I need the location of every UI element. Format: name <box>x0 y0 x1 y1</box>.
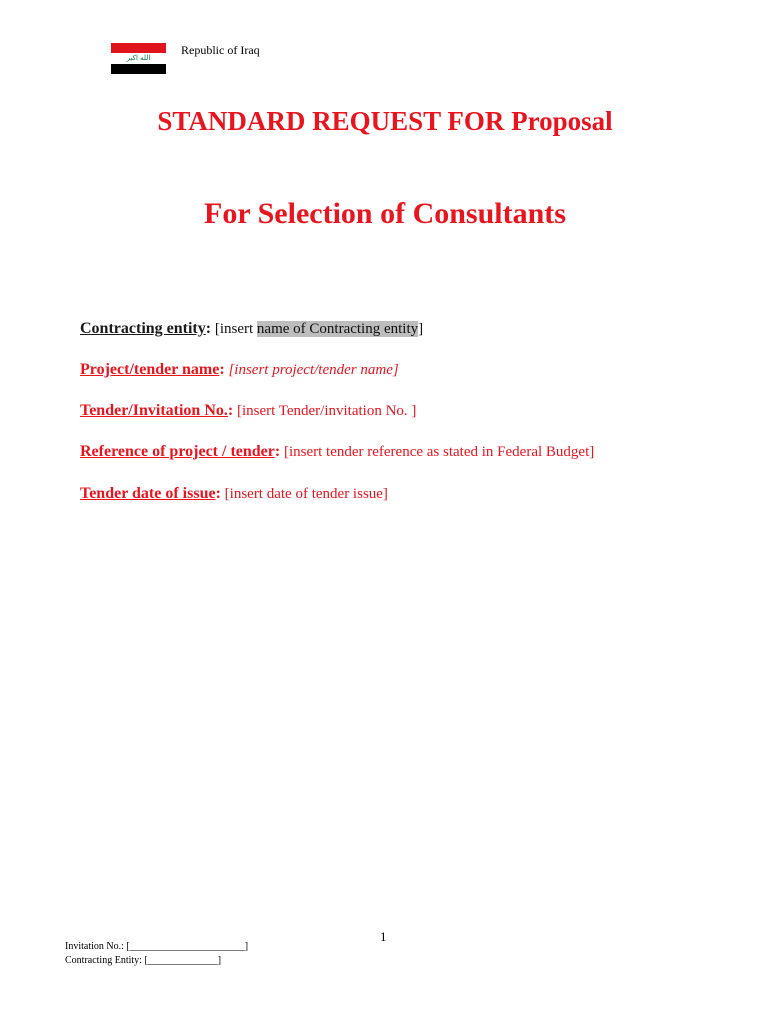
value-plain: [insert <box>214 321 257 337</box>
value-end: ] <box>418 321 424 337</box>
field-date-of-issue <box>80 485 388 503</box>
document-subtitle: For Selection of Consultants <box>204 197 566 230</box>
flag-white-band <box>111 53 166 63</box>
field-colon: : <box>219 361 225 378</box>
field-colon: : <box>274 443 281 460</box>
field-value: [insert date of tender issue] <box>224 486 388 502</box>
footer-invitation: Invitation No.: [_______________________] <box>65 941 249 952</box>
field-label: Tender/Invitation No. <box>80 402 228 419</box>
field-value <box>215 321 423 337</box>
field-colon: : <box>215 485 221 502</box>
flag-red-band <box>111 43 166 53</box>
field-contracting-entity <box>80 320 423 338</box>
value-highlight: name of Contracting entity <box>256 321 419 337</box>
flag-script: الله اكبر <box>126 54 151 63</box>
field-tender-no <box>80 402 416 420</box>
field-label: Project/tender name <box>80 361 220 378</box>
field-value: [insert tender reference as stated in Federal Budget] <box>283 444 595 460</box>
document-title: STANDARD REQUEST FOR Proposal <box>157 106 613 136</box>
iraq-flag-icon <box>111 43 166 74</box>
footer-contracting-entity: Contracting Entity: [______________] <box>65 955 222 966</box>
field-value: [insert Tender/invitation No. ] <box>236 403 417 419</box>
field-colon: : <box>227 402 234 419</box>
field-project-name <box>80 361 399 379</box>
field-value: [insert project/tender name] <box>228 362 399 378</box>
field-colon: : <box>205 320 212 337</box>
republic-heading: Republic of Iraq <box>181 43 260 57</box>
field-label: Tender date of issue <box>80 485 216 502</box>
field-label: Contracting entity <box>80 320 206 337</box>
field-label: Reference of project / tender <box>80 443 275 460</box>
field-reference <box>80 443 594 461</box>
page-number: 1 <box>380 929 387 944</box>
flag-black-band <box>111 64 166 74</box>
